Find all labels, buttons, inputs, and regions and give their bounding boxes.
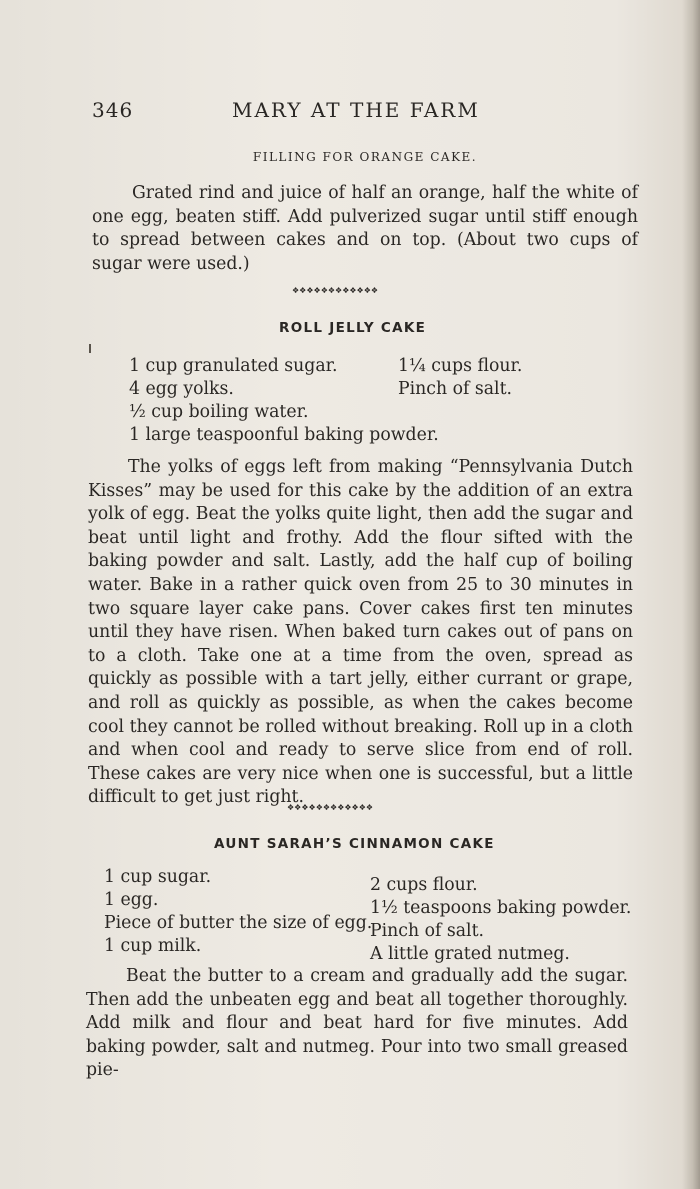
ingredient-item: ½ cup boiling water. (129, 402, 309, 422)
margin-mark (89, 344, 91, 353)
ornament-divider: ❖❖❖❖❖❖❖❖❖❖❖❖ (292, 286, 379, 295)
ingredient-item: Pinch of salt. (398, 379, 513, 399)
roll-jelly-paragraph: The yolks of eggs left from making “Pennsylvania Dutch Kisses” may be used for this cake by the addition of an extra yolk of egg. Beat the yolks quite light, then add the sugar and beat until light and frothy. Add the flour sifted with the baking powder and salt. Lastly, add the half cup of boiling water. Bake in a rather quick oven from 25 to 30 minutes in two square layer cake pans. Cover cakes first ten minutes until they have risen. When baked turn cakes out of pans on to a cloth. Take one at a time from the oven, spread as quickly as possible with a tart jelly, either currant or grape, and roll as quickly as possible, as when the cakes become cool they cannot be rolled without breaking. Roll up in a cloth and when cool and ready to serve slice from end of roll. These cakes are very nice when one is successful, but a little difficult to get just right. (88, 457, 633, 808)
cinnamon-ingredients-left (104, 866, 372, 958)
filling-paragraph: Grated rind and juice of half an orange, half the white of one egg, beaten stiff. Add pulverized sugar until stiff enough to spread between cakes and on top. (About two cups of sugar were used.) (92, 183, 638, 274)
ornament-divider: ❖❖❖❖❖❖❖❖❖❖❖❖ (287, 803, 374, 812)
ingredient-item: 1 cup granulated sugar. (129, 356, 338, 376)
cinnamon-paragraph: Beat the butter to a cream and gradually add the sugar. Then add the unbeaten egg and beat all together thoroughly. Add milk and flour and beat hard for five minutes. Add baking powder, salt and nutmeg. Pour into two small greased pie- (86, 966, 628, 1081)
page-number: 346 (92, 98, 134, 122)
ingredient-item: 1 egg. (104, 890, 159, 910)
ingredient-item: 4 egg yolks. (129, 379, 234, 399)
roll-jelly-ingredients-left (129, 355, 439, 447)
running-title: MARY AT THE FARM (232, 98, 480, 122)
ingredient-item: 1¼ cups flour. (398, 356, 523, 376)
roll-jelly-cake-heading: ROLL JELLY CAKE (279, 320, 427, 336)
ingredient-item: Piece of butter the size of egg. (104, 913, 373, 933)
ingredient-item: 2 cups flour. (370, 875, 478, 895)
ingredient-item: 1½ teaspoons baking powder. (370, 898, 632, 918)
ingredient-item: 1 cup sugar. (104, 867, 212, 887)
roll-jelly-ingredients-right (398, 355, 522, 401)
filling-heading: FILLING FOR ORANGE CAKE. (252, 150, 478, 164)
ingredient-item: 1 cup milk. (104, 936, 202, 956)
ingredient-item: Pinch of salt. (370, 921, 485, 941)
cinnamon-ingredients-right (370, 874, 631, 966)
page-edge-shadow (682, 0, 700, 1189)
ingredient-item: 1 large teaspoonful baking powder. (129, 425, 439, 445)
cinnamon-cake-heading: AUNT SARAH’S CINNAMON CAKE (214, 836, 495, 852)
ingredient-item: A little grated nutmeg. (370, 944, 570, 964)
